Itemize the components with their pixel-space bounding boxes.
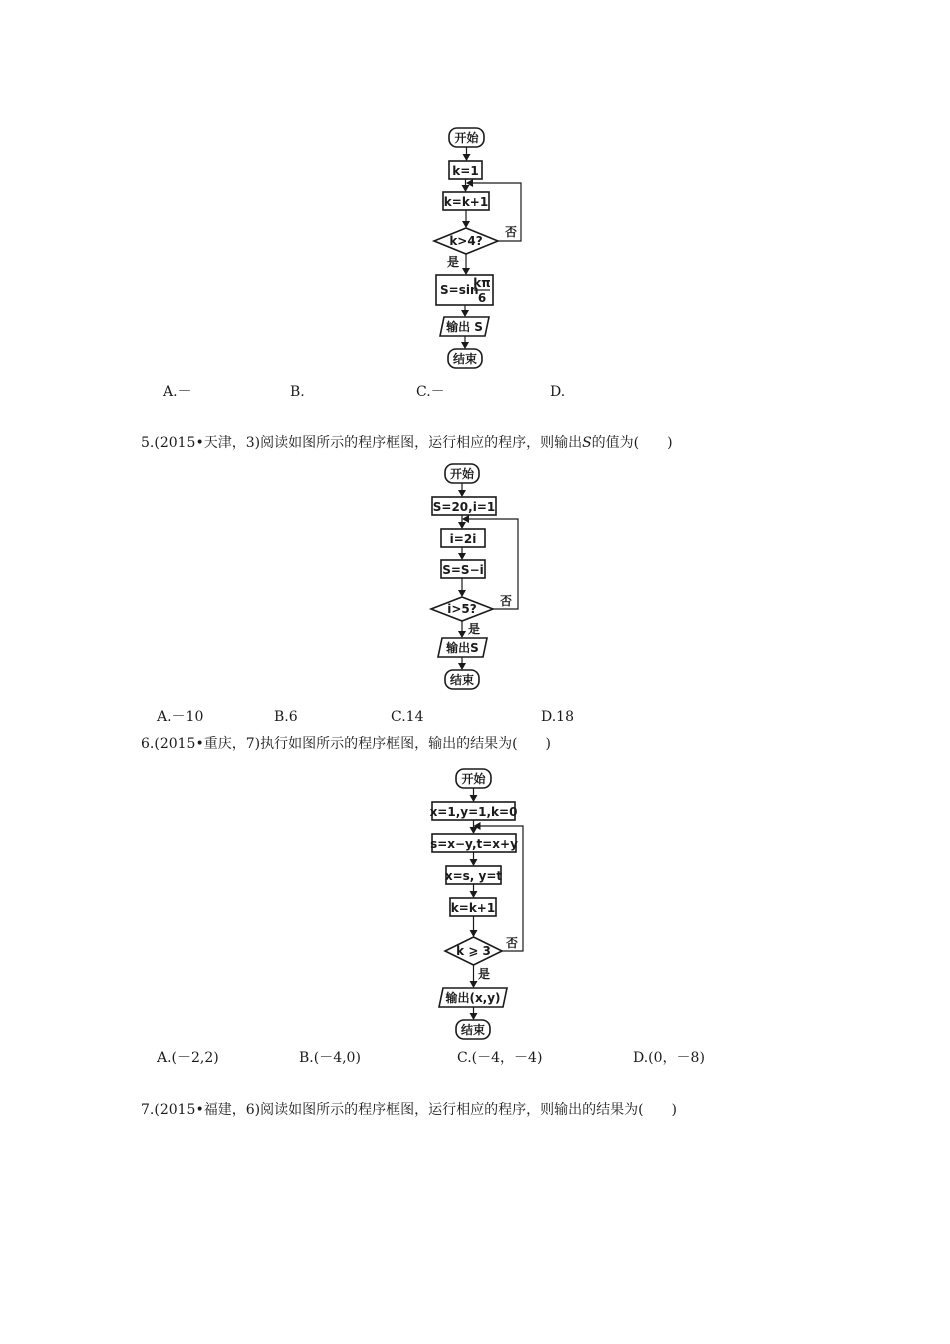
fc2-yes-label: 是	[468, 622, 481, 636]
fc1-end-label: 结束	[452, 352, 478, 366]
fc1-init-label: k=1	[452, 164, 479, 178]
fc1-yes-label: 是	[447, 255, 460, 269]
q6-option-b: B.(－4,0)	[299, 1050, 361, 1066]
flowchart-3	[430, 769, 523, 1039]
flowchart-2	[431, 464, 518, 689]
fc2-step2-label: S=S−i	[442, 563, 484, 577]
fc2-condition-label: i>5?	[447, 602, 477, 616]
fc2-output-label: 输出S	[446, 641, 479, 655]
fc3-start-label: 开始	[461, 772, 486, 786]
fc1-no-label: 否	[505, 225, 518, 239]
fc1-condition-label: k>4?	[449, 234, 483, 248]
fc1-calc-numerator: kπ	[473, 276, 491, 290]
q7-question: 7.(2015•福建，6)阅读如图所示的程序框图，运行相应的程序，则输出的结果为( )	[141, 1102, 677, 1118]
flowchart-1	[434, 128, 521, 368]
q5-option-a: A.－10	[157, 709, 204, 725]
q6-option-d: D.(0，－8)	[633, 1050, 705, 1066]
fc1-step-label: k=k+1	[443, 195, 489, 209]
fc2-start-label: 开始	[449, 467, 475, 481]
fc1-output-label: 输出 S	[446, 320, 483, 334]
q5-question	[141, 434, 673, 452]
q6-option-a: A.(－2,2)	[157, 1050, 219, 1066]
fc2-init-label: S=20,i=1	[432, 500, 496, 514]
q4-option-d: D.	[550, 384, 566, 400]
q5-option-b: B.6	[274, 709, 298, 725]
q5-suffix: 的值为( )	[591, 435, 673, 451]
fc3-init-label: x=1,y=1,k=0	[429, 805, 518, 819]
fc2-end-label: 结束	[449, 673, 475, 687]
q4-option-b: B.	[290, 384, 305, 400]
fc3-end-label: 结束	[460, 1023, 486, 1037]
fc2-no-label: 否	[500, 594, 513, 608]
fc1-start-label: 开始	[454, 131, 479, 145]
fc3-step2-label: x=s, y=t	[444, 869, 503, 883]
q5-prefix: 5.(2015•天津，3)阅读如图所示的程序框图，运行相应的程序，则输出	[141, 435, 583, 451]
fc3-output-label: 输出(x,y)	[445, 991, 501, 1005]
q6-option-c: C.(－4，－4)	[457, 1050, 543, 1066]
fc3-yes-label: 是	[478, 967, 491, 981]
q4-option-a: A.－	[163, 384, 192, 400]
fc1-calc-left: S=sin	[440, 283, 479, 297]
fc3-no-label: 否	[506, 936, 519, 950]
q4-option-c: C.－	[416, 384, 445, 400]
q5-variable: S	[582, 435, 592, 451]
fc1-calc-denominator: 6	[477, 291, 487, 305]
q6-question: 6.(2015•重庆，7)执行如图所示的程序框图，输出的结果为( )	[141, 736, 551, 752]
q5-option-c: C.14	[391, 709, 424, 725]
fc3-step3-label: k=k+1	[450, 901, 496, 915]
fc3-condition-label: k ⩾ 3	[456, 944, 491, 958]
fc3-step1-label: s=x−y,t=x+y	[430, 837, 518, 851]
fc2-step1-label: i=2i	[449, 532, 477, 546]
q5-option-d: D.18	[541, 709, 574, 725]
